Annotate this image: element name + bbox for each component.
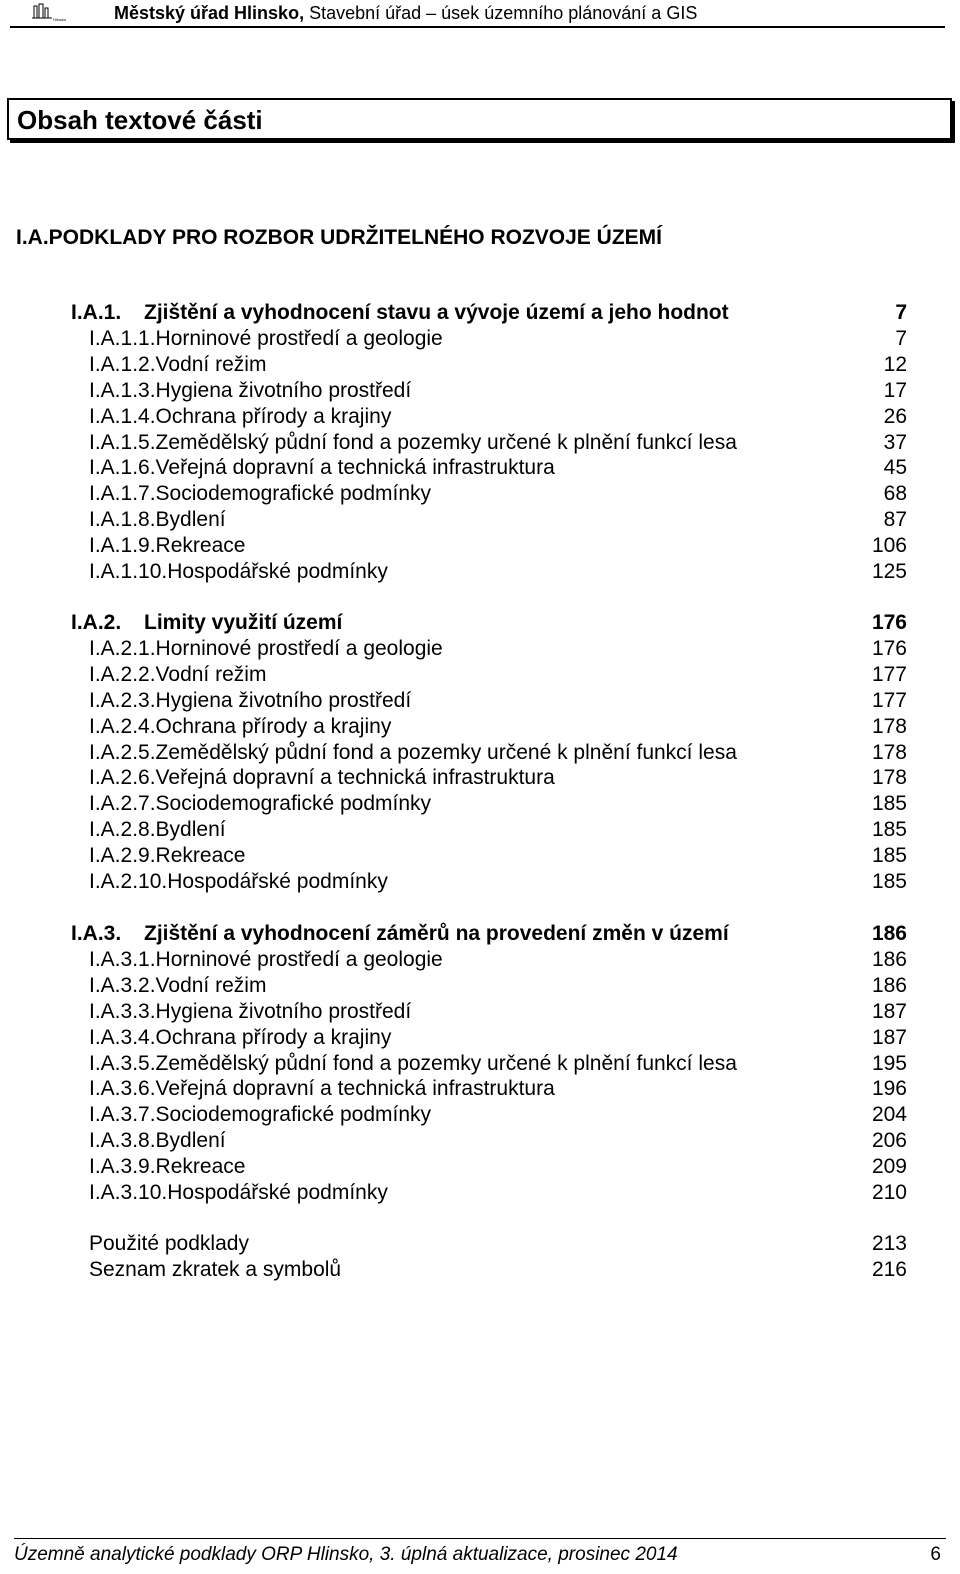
toc-title: Zemědělský půdní fond a pozemky určené k plnění funkcí lesa: [155, 1051, 737, 1075]
toc-page-number: 106: [871, 534, 907, 558]
toc-number: I.A.3.6.: [89, 1077, 156, 1101]
toc-item-row: [89, 870, 907, 896]
toc-number: I.A.1.6.: [89, 456, 156, 480]
toc-title: Sociodemografické podmínky: [155, 792, 432, 816]
toc-number: I.A.1.2.: [89, 352, 156, 376]
toc-extra-row: [89, 1258, 907, 1284]
toc-item-row: [89, 379, 907, 405]
toc-title: Vodní režim: [155, 662, 267, 686]
toc-page-number: 176: [871, 636, 907, 660]
toc-item-row: [89, 1155, 907, 1181]
toc-title: Horninové prostředí a geologie: [155, 636, 443, 660]
toc-item-row: [89, 766, 907, 792]
toc-number: I.A.1.3.: [89, 378, 156, 402]
toc-page-number: 185: [871, 844, 907, 868]
toc-number: I.A.2.1.: [89, 636, 156, 660]
toc-title: Hygiena životního prostředí: [155, 688, 412, 712]
toc-item-row: [89, 689, 907, 715]
toc-title: Veřejná dopravní a technická infrastruktura: [155, 766, 555, 790]
toc-title: Zemědělský půdní fond a pozemky určené k plnění funkcí lesa: [155, 430, 737, 454]
toc-item-row: [89, 663, 907, 689]
toc-number: I.A.1.1.: [89, 326, 156, 350]
document-title-box: [7, 98, 952, 140]
toc-title: Vodní režim: [155, 973, 267, 997]
toc-item-row: [89, 1129, 907, 1155]
toc-title: Ochrana přírody a krajiny: [155, 714, 392, 738]
toc-item-row: [89, 508, 907, 534]
toc-item-row: [89, 1077, 907, 1103]
toc-item-row: [89, 327, 907, 353]
toc-page-number: 196: [871, 1077, 907, 1101]
toc-title: Horninové prostředí a geologie: [155, 947, 443, 971]
toc-number: I.A.2.: [71, 611, 122, 634]
toc-page-number: 37: [883, 430, 907, 454]
document-title: Obsah textové části: [17, 105, 263, 135]
toc-number: I.A.3.7.: [89, 1103, 156, 1127]
toc-number: I.A.2.6.: [89, 766, 156, 790]
toc-page-number: 185: [871, 870, 907, 893]
toc-page-number: 209: [871, 1155, 907, 1179]
toc-page-number: 187: [871, 1025, 907, 1049]
toc-page-number: 186: [871, 922, 907, 945]
toc-number: I.A.1.: [71, 301, 122, 324]
toc-page-number: 177: [871, 662, 907, 686]
toc-title: Zemědělský půdní fond a pozemky určené k plnění funkcí lesa: [155, 740, 737, 764]
toc-page-number: 186: [871, 947, 907, 971]
toc-number: I.A.2.3.: [89, 688, 156, 712]
toc-number: I.A.3.3.: [89, 999, 156, 1023]
toc-title: Zjištění a vyhodnocení záměrů na provedení změn v území: [144, 922, 729, 945]
toc-item-row: [89, 818, 907, 844]
toc-number: I.A.2.5.: [89, 740, 156, 764]
toc-number: I.A.2.7.: [89, 792, 156, 816]
toc-number: I.A.1.10.: [89, 560, 168, 583]
toc-item-row: [89, 482, 907, 508]
toc-title: Ochrana přírody a krajiny: [155, 404, 392, 428]
toc-title: Bydlení: [155, 818, 226, 842]
toc-number: I.A.3.9.: [89, 1155, 156, 1179]
toc-page-number: 68: [883, 482, 907, 506]
toc-page-number: 210: [871, 1181, 907, 1204]
toc-page-number: 7: [895, 301, 907, 324]
toc-item-row: [89, 1052, 907, 1078]
toc-page-number: 45: [883, 456, 907, 480]
toc-title: Veřejná dopravní a technická infrastruktura: [155, 456, 555, 480]
toc-number: I.A.2.9.: [89, 844, 156, 868]
toc-title: Bydlení: [155, 1129, 226, 1153]
toc-title: Hospodářské podmínky: [167, 1181, 388, 1204]
toc-title: Vodní režim: [155, 352, 267, 376]
toc-page-number: 195: [871, 1051, 907, 1075]
toc-page-number: 26: [883, 404, 907, 428]
toc-title: Rekreace: [155, 1155, 246, 1179]
toc-title: Hygiena životního prostředí: [155, 378, 412, 402]
toc-page-number: 12: [883, 352, 907, 376]
toc-page-number: 185: [871, 818, 907, 842]
toc-item-row: [89, 1000, 907, 1026]
toc-number: I.A.2.10.: [89, 870, 168, 893]
toc-page-number: 87: [883, 508, 907, 532]
toc-number: I.A.3.2.: [89, 973, 156, 997]
toc-title: Seznam zkratek a symbolů: [89, 1257, 342, 1281]
toc-number: I.A.1.8.: [89, 508, 156, 532]
toc-item-row: [89, 353, 907, 379]
toc-number: I.A.3.5.: [89, 1051, 156, 1075]
toc-title: Bydlení: [155, 508, 226, 532]
toc-title: Limity využití území: [144, 611, 343, 634]
header-text: [114, 3, 697, 24]
toc-title: Sociodemografické podmínky: [155, 1103, 432, 1127]
main-heading: I.A.PODKLADY PRO ROZBOR UDRŽITELNÉHO ROZVOJE ÚZEMÍ: [16, 226, 662, 249]
toc-item-row: [89, 741, 907, 767]
toc-number: I.A.2.8.: [89, 818, 156, 842]
page-header: [10, 0, 945, 28]
toc-item-row: [89, 1181, 907, 1207]
toc-item-row: [89, 1103, 907, 1129]
toc-number: I.A.1.9.: [89, 534, 156, 558]
toc-title: Sociodemografické podmínky: [155, 482, 432, 506]
toc-item-row: [89, 405, 907, 431]
toc-item-row: [89, 637, 907, 663]
toc-page-number: 206: [871, 1129, 907, 1153]
toc-title: Rekreace: [155, 534, 246, 558]
toc-section-row: [71, 301, 907, 327]
logo-text: Hlinsko: [53, 17, 67, 22]
toc-extra-row: [89, 1232, 907, 1258]
toc-title: Ochrana přírody a krajiny: [155, 1025, 392, 1049]
toc-number: I.A.1.4.: [89, 404, 156, 428]
toc-number: I.A.1.7.: [89, 482, 156, 506]
toc-page-number: 176: [871, 611, 907, 634]
toc-item-row: [89, 456, 907, 482]
toc-number: I.A.2.2.: [89, 662, 156, 686]
toc-page-number: 204: [871, 1103, 907, 1127]
toc-page-number: 7: [895, 326, 907, 350]
toc-number: I.A.3.1.: [89, 947, 156, 971]
toc-page-number: 213: [871, 1232, 907, 1255]
town-logo-icon: [32, 2, 74, 22]
toc-number: I.A.3.8.: [89, 1129, 156, 1153]
toc-page-number: 178: [871, 714, 907, 738]
toc-item-row: [89, 560, 907, 586]
toc-page-number: 177: [871, 688, 907, 712]
toc-page-number: 17: [883, 378, 907, 402]
toc-number: I.A.2.4.: [89, 714, 156, 738]
toc-title: Použité podklady: [89, 1232, 249, 1255]
toc-title: Hospodářské podmínky: [167, 870, 388, 893]
toc-page-number: 178: [871, 740, 907, 764]
toc-number: I.A.1.5.: [89, 430, 156, 454]
toc-item-row: [89, 948, 907, 974]
toc-title: Horninové prostředí a geologie: [155, 326, 443, 350]
toc-item-row: [89, 431, 907, 457]
toc-section-row: [71, 922, 907, 948]
toc-title: Zjištění a vyhodnocení stavu a vývoje území a jeho hodnot: [144, 301, 729, 324]
toc-page-number: 178: [871, 766, 907, 790]
toc-item-row: [89, 844, 907, 870]
toc-item-row: [89, 792, 907, 818]
page-footer: [14, 1538, 946, 1573]
toc-item-row: [89, 974, 907, 1000]
toc-title: Veřejná dopravní a technická infrastruktura: [155, 1077, 555, 1101]
toc-number: I.A.3.4.: [89, 1025, 156, 1049]
header-org: Městský úřad Hlinsko,: [114, 3, 305, 23]
toc-item-row: [89, 1026, 907, 1052]
toc-page-number: 186: [871, 973, 907, 997]
toc-page-number: 125: [871, 560, 907, 583]
footer-page-number: 6: [930, 1544, 941, 1565]
toc-section-row: [71, 611, 907, 637]
toc-title: Hygiena životního prostředí: [155, 999, 412, 1023]
toc-item-row: [89, 715, 907, 741]
footer-text: Územně analytické podklady ORP Hlinsko, 3. úplná aktualizace, prosinec 2014: [14, 1544, 678, 1565]
toc-item-row: [89, 534, 907, 560]
toc-page-number: 216: [871, 1257, 907, 1281]
header-dept: Stavební úřad – úsek územního plánování a GIS: [304, 3, 698, 23]
toc-page-number: 185: [871, 792, 907, 816]
toc-number: I.A.3.10.: [89, 1181, 168, 1204]
toc-page-number: 187: [871, 999, 907, 1023]
toc-title: Hospodářské podmínky: [167, 560, 388, 583]
toc-number: I.A.3.: [71, 922, 122, 945]
toc-title: Rekreace: [155, 844, 246, 868]
